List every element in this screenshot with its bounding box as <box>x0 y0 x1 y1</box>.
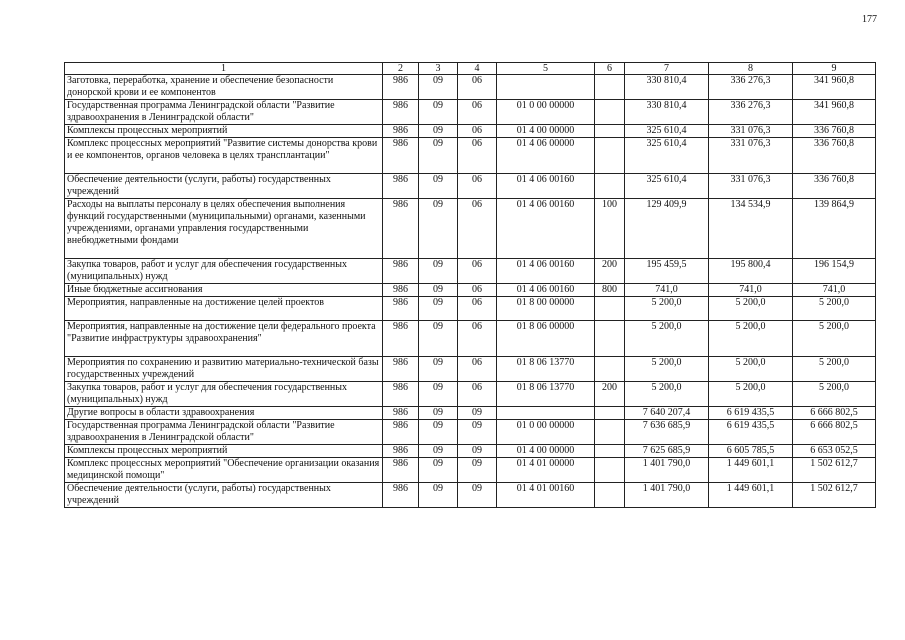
row-name-cell: Комплексы процессных мероприятий <box>65 445 383 458</box>
target-article-cell: 01 4 06 00160 <box>497 259 595 284</box>
amount-year3-cell: 6 666 802,5 <box>793 420 876 445</box>
amount-year1-cell: 325 610,4 <box>625 174 709 199</box>
table-row <box>65 75 876 100</box>
amount-year2-cell: 6 619 435,5 <box>709 407 793 420</box>
section-code-cell: 09 <box>419 458 458 483</box>
row-name-cell: Государственная программа Ленинградской области "Развитие здравоохранения в Ленинградской области" <box>65 420 383 445</box>
amount-year2-cell: 331 076,3 <box>709 174 793 199</box>
amount-year1-cell: 7 640 207,4 <box>625 407 709 420</box>
subsection-code-cell: 06 <box>458 284 497 297</box>
table-row <box>65 125 876 138</box>
column-header: 1 <box>65 63 383 75</box>
expense-type-cell <box>595 100 625 125</box>
admin-code-cell: 986 <box>383 483 419 508</box>
subsection-code-cell: 06 <box>458 125 497 138</box>
row-name-cell: Иные бюджетные ассигнования <box>65 284 383 297</box>
subsection-code-cell: 06 <box>458 321 497 357</box>
amount-year3-cell: 741,0 <box>793 284 876 297</box>
row-name-cell: Комплекс процессных мероприятий "Развитие системы донорства крови и ее компонентов, органов человека в целях трансплантации" <box>65 138 383 174</box>
expense-type-cell: 200 <box>595 382 625 407</box>
table-row <box>65 483 876 508</box>
amount-year1-cell: 330 810,4 <box>625 100 709 125</box>
amount-year3-cell: 6 653 052,5 <box>793 445 876 458</box>
section-code-cell: 09 <box>419 174 458 199</box>
subsection-code-cell: 09 <box>458 445 497 458</box>
section-code-cell: 09 <box>419 483 458 508</box>
column-header: 8 <box>709 63 793 75</box>
expense-type-cell <box>595 138 625 174</box>
amount-year1-cell: 195 459,5 <box>625 259 709 284</box>
expense-type-cell <box>595 420 625 445</box>
amount-year3-cell: 1 502 612,7 <box>793 483 876 508</box>
section-code-cell: 09 <box>419 382 458 407</box>
amount-year3-cell: 341 960,8 <box>793 100 876 125</box>
amount-year3-cell: 336 760,8 <box>793 125 876 138</box>
column-header: 5 <box>497 63 595 75</box>
admin-code-cell: 986 <box>383 259 419 284</box>
expense-type-cell <box>595 297 625 321</box>
amount-year3-cell: 5 200,0 <box>793 321 876 357</box>
budget-table <box>64 62 876 508</box>
row-name-cell: Заготовка, переработка, хранение и обеспечение безопасности донорской крови и ее компонентов <box>65 75 383 100</box>
amount-year1-cell: 7 636 685,9 <box>625 420 709 445</box>
section-code-cell: 09 <box>419 297 458 321</box>
row-name-cell: Закупка товаров, работ и услуг для обеспечения государственных (муниципальных) нужд <box>65 382 383 407</box>
subsection-code-cell: 06 <box>458 138 497 174</box>
amount-year2-cell: 6 619 435,5 <box>709 420 793 445</box>
admin-code-cell: 986 <box>383 297 419 321</box>
amount-year1-cell: 5 200,0 <box>625 357 709 382</box>
amount-year1-cell: 325 610,4 <box>625 125 709 138</box>
target-article-cell: 01 4 01 00000 <box>497 458 595 483</box>
target-article-cell: 01 8 00 00000 <box>497 297 595 321</box>
table-row <box>65 407 876 420</box>
section-code-cell: 09 <box>419 357 458 382</box>
expense-type-cell <box>595 125 625 138</box>
admin-code-cell: 986 <box>383 382 419 407</box>
table-row <box>65 138 876 174</box>
section-code-cell: 09 <box>419 407 458 420</box>
row-name-cell: Мероприятия, направленные на достижение целей проектов <box>65 297 383 321</box>
admin-code-cell: 986 <box>383 357 419 382</box>
table-row <box>65 297 876 321</box>
admin-code-cell: 986 <box>383 75 419 100</box>
expense-type-cell <box>595 407 625 420</box>
amount-year3-cell: 196 154,9 <box>793 259 876 284</box>
table-row <box>65 445 876 458</box>
admin-code-cell: 986 <box>383 321 419 357</box>
target-article-cell <box>497 407 595 420</box>
table-row <box>65 382 876 407</box>
subsection-code-cell: 09 <box>458 458 497 483</box>
expense-type-cell <box>595 483 625 508</box>
row-name-cell: Закупка товаров, работ и услуг для обеспечения государственных (муниципальных) нужд <box>65 259 383 284</box>
amount-year1-cell: 7 625 685,9 <box>625 445 709 458</box>
section-code-cell: 09 <box>419 420 458 445</box>
admin-code-cell: 986 <box>383 458 419 483</box>
amount-year2-cell: 5 200,0 <box>709 357 793 382</box>
amount-year2-cell: 5 200,0 <box>709 321 793 357</box>
column-header: 7 <box>625 63 709 75</box>
table-row <box>65 321 876 357</box>
section-code-cell: 09 <box>419 259 458 284</box>
subsection-code-cell: 06 <box>458 75 497 100</box>
target-article-cell: 01 4 01 00160 <box>497 483 595 508</box>
subsection-code-cell: 06 <box>458 297 497 321</box>
target-article-cell: 01 8 06 13770 <box>497 382 595 407</box>
admin-code-cell: 986 <box>383 125 419 138</box>
amount-year1-cell: 5 200,0 <box>625 321 709 357</box>
amount-year1-cell: 325 610,4 <box>625 138 709 174</box>
amount-year2-cell: 331 076,3 <box>709 138 793 174</box>
section-code-cell: 09 <box>419 445 458 458</box>
amount-year2-cell: 1 449 601,1 <box>709 483 793 508</box>
row-name-cell: Обеспечение деятельности (услуги, работы) государственных учреждений <box>65 174 383 199</box>
column-header: 3 <box>419 63 458 75</box>
target-article-cell: 01 4 00 00000 <box>497 125 595 138</box>
row-name-cell: Государственная программа Ленинградской области "Развитие здравоохранения в Ленинградской области" <box>65 100 383 125</box>
column-header: 6 <box>595 63 625 75</box>
amount-year1-cell: 5 200,0 <box>625 297 709 321</box>
row-name-cell: Мероприятия, направленные на достижение цели федерального проекта "Развитие инфраструктуры здравоохранения" <box>65 321 383 357</box>
column-header: 4 <box>458 63 497 75</box>
amount-year2-cell: 6 605 785,5 <box>709 445 793 458</box>
expense-type-cell <box>595 458 625 483</box>
admin-code-cell: 986 <box>383 445 419 458</box>
admin-code-cell: 986 <box>383 138 419 174</box>
admin-code-cell: 986 <box>383 174 419 199</box>
target-article-cell <box>497 75 595 100</box>
amount-year3-cell: 336 760,8 <box>793 174 876 199</box>
subsection-code-cell: 06 <box>458 174 497 199</box>
amount-year2-cell: 134 534,9 <box>709 199 793 259</box>
row-name-cell: Расходы на выплаты персоналу в целях обеспечения выполнения функций государственными (муниципальными) органами, казенными учреждениями, органами управления государственными внебюджетными фондами <box>65 199 383 259</box>
amount-year2-cell: 741,0 <box>709 284 793 297</box>
subsection-code-cell: 09 <box>458 420 497 445</box>
expense-type-cell <box>595 75 625 100</box>
row-name-cell: Комплекс процессных мероприятий "Обеспечение организации оказания медицинской помощи" <box>65 458 383 483</box>
target-article-cell: 01 8 06 00000 <box>497 321 595 357</box>
table-row <box>65 284 876 297</box>
table-row <box>65 199 876 259</box>
expense-type-cell: 800 <box>595 284 625 297</box>
amount-year3-cell: 5 200,0 <box>793 357 876 382</box>
table-header-row <box>65 63 876 75</box>
target-article-cell: 01 4 00 00000 <box>497 445 595 458</box>
target-article-cell: 01 8 06 13770 <box>497 357 595 382</box>
section-code-cell: 09 <box>419 321 458 357</box>
amount-year3-cell: 139 864,9 <box>793 199 876 259</box>
table-row <box>65 100 876 125</box>
expense-type-cell <box>595 321 625 357</box>
subsection-code-cell: 06 <box>458 199 497 259</box>
amount-year2-cell: 5 200,0 <box>709 382 793 407</box>
amount-year3-cell: 5 200,0 <box>793 382 876 407</box>
subsection-code-cell: 06 <box>458 357 497 382</box>
subsection-code-cell: 09 <box>458 407 497 420</box>
table-row <box>65 174 876 199</box>
expense-type-cell: 200 <box>595 259 625 284</box>
section-code-cell: 09 <box>419 199 458 259</box>
section-code-cell: 09 <box>419 284 458 297</box>
amount-year2-cell: 336 276,3 <box>709 75 793 100</box>
amount-year2-cell: 336 276,3 <box>709 100 793 125</box>
target-article-cell: 01 0 00 00000 <box>497 420 595 445</box>
section-code-cell: 09 <box>419 75 458 100</box>
amount-year1-cell: 741,0 <box>625 284 709 297</box>
subsection-code-cell: 09 <box>458 483 497 508</box>
section-code-cell: 09 <box>419 125 458 138</box>
section-code-cell: 09 <box>419 138 458 174</box>
table-row <box>65 420 876 445</box>
row-name-cell: Обеспечение деятельности (услуги, работы) государственных учреждений <box>65 483 383 508</box>
amount-year3-cell: 1 502 612,7 <box>793 458 876 483</box>
expense-type-cell <box>595 174 625 199</box>
row-name-cell: Другие вопросы в области здравоохранения <box>65 407 383 420</box>
target-article-cell: 01 4 06 00160 <box>497 174 595 199</box>
expense-type-cell: 100 <box>595 199 625 259</box>
amount-year3-cell: 5 200,0 <box>793 297 876 321</box>
amount-year1-cell: 5 200,0 <box>625 382 709 407</box>
target-article-cell: 01 4 06 00000 <box>497 138 595 174</box>
amount-year1-cell: 129 409,9 <box>625 199 709 259</box>
admin-code-cell: 986 <box>383 199 419 259</box>
row-name-cell: Комплексы процессных мероприятий <box>65 125 383 138</box>
page-number: 177 <box>862 14 877 25</box>
amount-year2-cell: 1 449 601,1 <box>709 458 793 483</box>
amount-year3-cell: 336 760,8 <box>793 138 876 174</box>
subsection-code-cell: 06 <box>458 100 497 125</box>
expense-type-cell <box>595 357 625 382</box>
admin-code-cell: 986 <box>383 100 419 125</box>
amount-year2-cell: 5 200,0 <box>709 297 793 321</box>
section-code-cell: 09 <box>419 100 458 125</box>
table-row <box>65 259 876 284</box>
admin-code-cell: 986 <box>383 407 419 420</box>
target-article-cell: 01 4 06 00160 <box>497 284 595 297</box>
amount-year3-cell: 341 960,8 <box>793 75 876 100</box>
row-name-cell: Мероприятия по сохранению и развитию материально-технической базы государственных учреждений <box>65 357 383 382</box>
amount-year2-cell: 331 076,3 <box>709 125 793 138</box>
amount-year2-cell: 195 800,4 <box>709 259 793 284</box>
amount-year1-cell: 330 810,4 <box>625 75 709 100</box>
subsection-code-cell: 06 <box>458 382 497 407</box>
admin-code-cell: 986 <box>383 420 419 445</box>
amount-year1-cell: 1 401 790,0 <box>625 458 709 483</box>
amount-year1-cell: 1 401 790,0 <box>625 483 709 508</box>
table-row <box>65 357 876 382</box>
expense-type-cell <box>595 445 625 458</box>
target-article-cell: 01 4 06 00160 <box>497 199 595 259</box>
subsection-code-cell: 06 <box>458 259 497 284</box>
admin-code-cell: 986 <box>383 284 419 297</box>
amount-year3-cell: 6 666 802,5 <box>793 407 876 420</box>
column-header: 2 <box>383 63 419 75</box>
target-article-cell: 01 0 00 00000 <box>497 100 595 125</box>
column-header: 9 <box>793 63 876 75</box>
table-row <box>65 458 876 483</box>
